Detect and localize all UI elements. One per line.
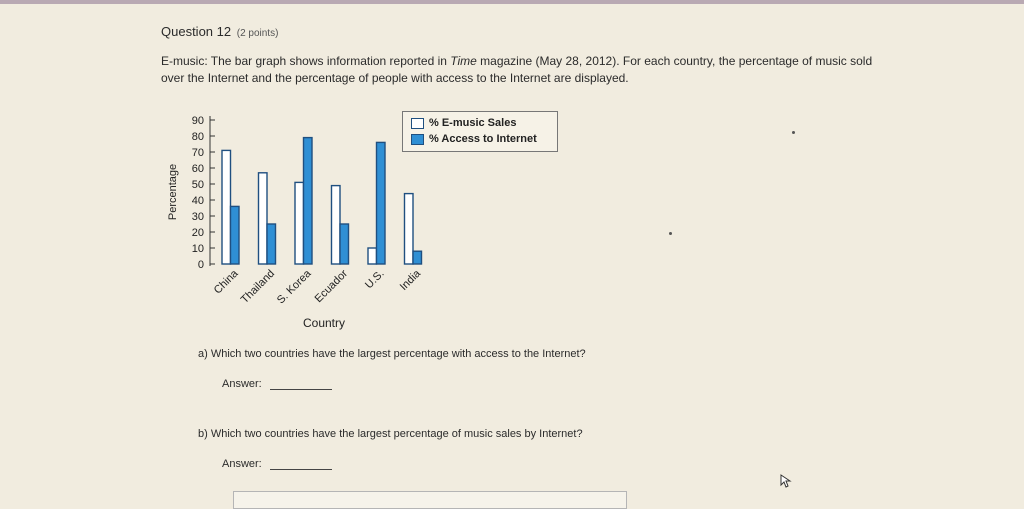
bar-emusic-sales xyxy=(332,186,341,264)
subquestion-a: a) Which two countries have the largest percentage with access to the Internet? xyxy=(198,348,586,360)
mouse-pointer-icon xyxy=(780,474,792,488)
x-category-label: Ecuador xyxy=(312,267,351,306)
question-text xyxy=(161,53,881,87)
y-tick-label: 10 xyxy=(191,243,204,255)
answer-blank-b[interactable] xyxy=(270,457,332,470)
bar-emusic-sales xyxy=(368,248,377,264)
bar-emusic-sales xyxy=(259,173,268,264)
y-tick-label: 70 xyxy=(191,147,204,159)
y-tick-label: 40 xyxy=(191,195,204,207)
y-axis-label: Percentage xyxy=(167,163,179,221)
y-tick-label: 60 xyxy=(191,163,204,175)
legend-swatch-access xyxy=(411,134,424,145)
bar-internet-access xyxy=(377,142,386,264)
y-tick-label: 30 xyxy=(191,211,204,223)
question-source: Time xyxy=(450,54,477,68)
bar-internet-access xyxy=(340,224,349,264)
top-accent-strip xyxy=(0,0,1024,4)
x-category-label: China xyxy=(211,267,241,297)
x-category-label: S. Korea xyxy=(274,267,314,307)
bar-emusic-sales xyxy=(405,194,414,264)
speck-dot xyxy=(669,232,672,235)
answer-label-b: Answer: xyxy=(222,458,262,470)
answer-label-a: Answer: xyxy=(222,378,262,390)
answer-row-b xyxy=(222,457,332,470)
bar-internet-access xyxy=(231,206,240,264)
bar-chart xyxy=(160,108,424,340)
x-axis-label: Country xyxy=(302,316,346,330)
answer-input-box[interactable] xyxy=(233,491,627,509)
speck-dot xyxy=(792,131,795,134)
bar-internet-access xyxy=(267,224,276,264)
answer-blank-a[interactable] xyxy=(270,377,332,390)
bar-emusic-sales xyxy=(222,150,231,264)
y-tick-label: 80 xyxy=(191,131,204,143)
bar-internet-access xyxy=(413,251,422,264)
y-tick-label: 0 xyxy=(197,259,204,271)
y-tick-label: 90 xyxy=(191,115,204,127)
question-points: (2 points) xyxy=(236,28,279,39)
chart-legend xyxy=(402,111,558,152)
x-category-label: U.S. xyxy=(362,267,387,292)
bar-internet-access xyxy=(304,138,313,264)
legend-swatch-sales xyxy=(411,118,424,129)
bar-emusic-sales xyxy=(295,182,304,264)
y-tick-label: 20 xyxy=(191,227,204,239)
subquestion-b: b) Which two countries have the largest percentage of music sales by Internet? xyxy=(198,428,583,440)
question-number: Question 12 xyxy=(161,24,232,39)
legend-label-sales: % E-music Sales xyxy=(429,117,517,129)
x-category-label: Thailand xyxy=(238,267,278,306)
question-text-suffix: magazine (May 28, 2012). For each country, the percentage of music sold over the Internet and the percentage of people with access to the Internet are displayed. xyxy=(161,54,873,85)
y-tick-label: 50 xyxy=(191,179,204,191)
question-text-prefix: E-music: The bar graph shows information reported in xyxy=(161,54,451,68)
answer-row-a xyxy=(222,377,332,390)
legend-label-access: % Access to Internet xyxy=(429,133,537,145)
legend-item-sales xyxy=(411,117,516,129)
x-category-label: India xyxy=(397,267,424,293)
legend-item-access xyxy=(411,133,537,145)
question-title xyxy=(161,24,278,39)
